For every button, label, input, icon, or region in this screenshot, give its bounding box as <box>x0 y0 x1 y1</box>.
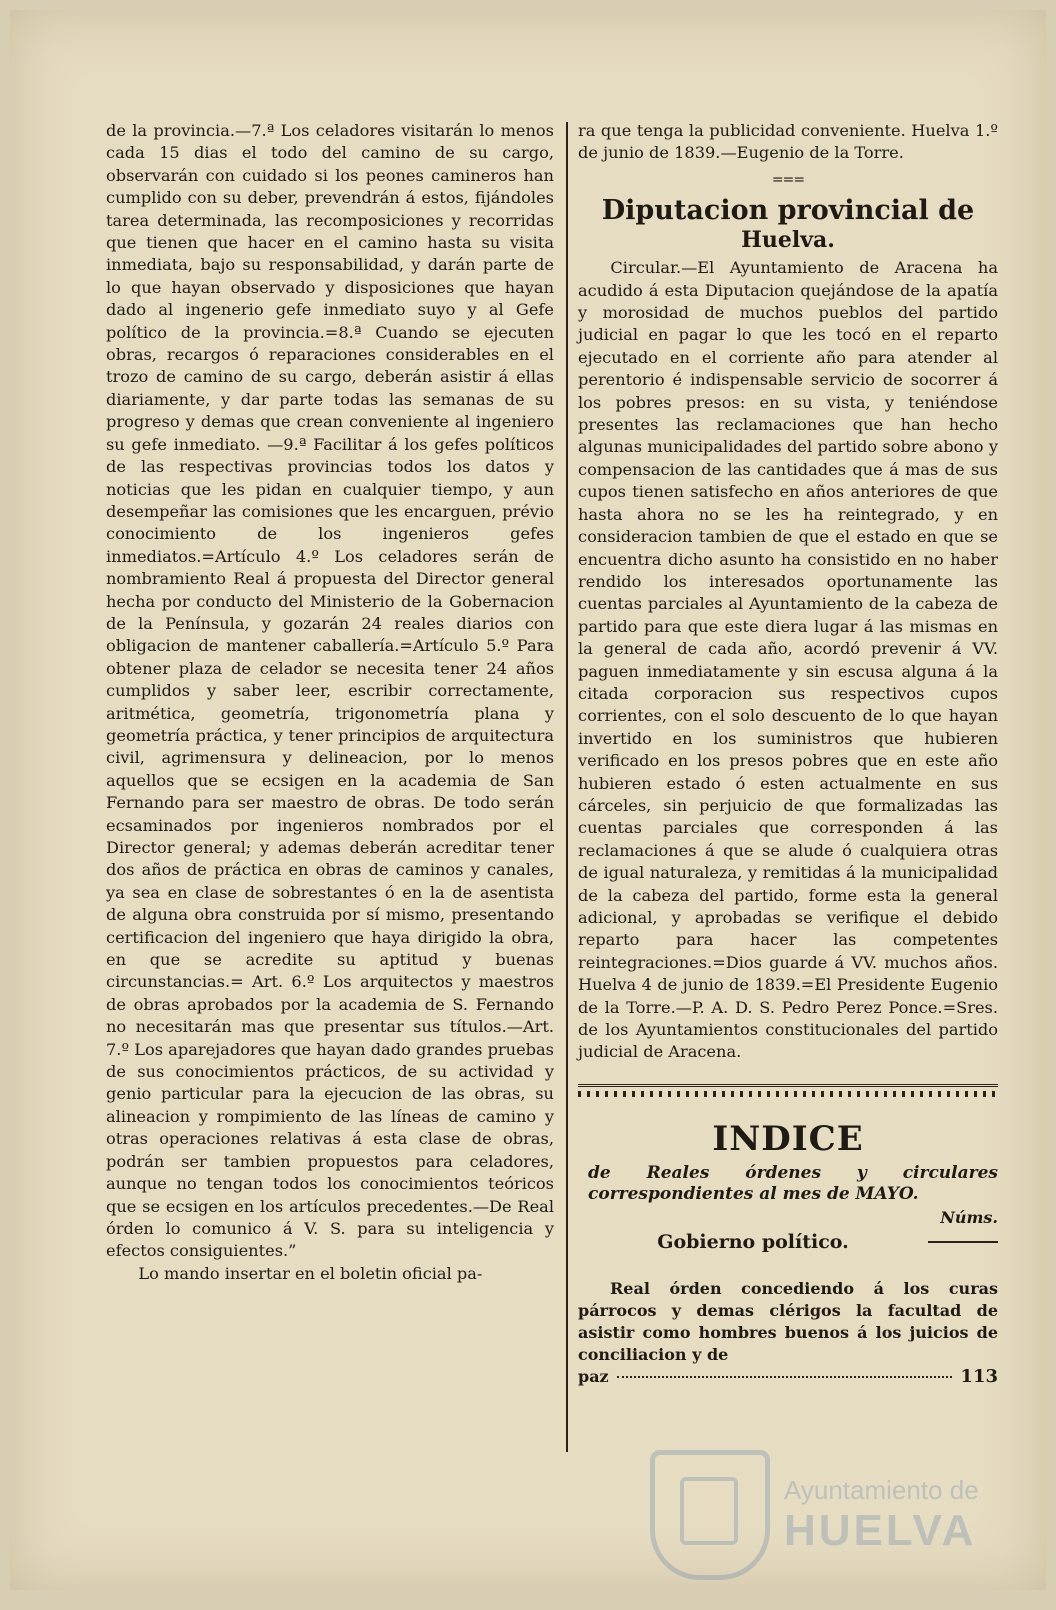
section-heading: Diputacion provincial de <box>601 195 975 227</box>
index-title: INDICE <box>712 1118 864 1159</box>
index-entry-text: Real órden concediendo á los curas párrocos y demas clérigos la facultad de asistir como hombres buenos á los juicios de conciliacion y de <box>578 1278 998 1364</box>
left-closing-line: Lo mando insertar en el boletin oficial pa- <box>138 1263 483 1283</box>
circular-text: Circular.—El Ayuntamiento de Aracena ha acudido á esta Diputacion quejándose de la apatía y morosidad de muchos pueblos del partido judicial en pagar lo que les tocó en el reparto ejecutado en el corriente año para atender al perentorio é indispensable servicio de socorrer á los pobres presos: en su vista, y teniéndose presentes las reclamaciones que han hecho algunas municipalidades del partido sobre abono y compensacion de las cantidades que á mas de sus cupos tienen satisfecho en años anteriores de que hasta ahora no se les ha reintegrado, y en consideracion tambien de que el estado en que se encuentra dicho asunto ha consistido en no haber rendido los interesados oportunamente las cuentas parciales al Ayuntamiento de la cabeza de partido para que este diera lugar á las mismas en la general de cada año, acordó prevenir á VV. paguen inmediatamente y sin escusa alguna á la citada corporacion sus respectivos cupos corrientes, con el solo descuento de lo que hayan invertido en los suministros que hubieren verificado en los presos pobres que en este año hubieren estado ó esten actualmente en sus cárceles, sin perjuicio de que formalizadas las cuentas parciales que corresponden á las reclamaciones á que se alude ó cualquiera otras de igual naturaleza, y remitidas á la municipalidad de la cabeza del partido, forme esta la general adicional, y aprobadas se verifique el debido reparto para hacer las competentes reintegraciones.=Dios guarde á VV. muchos años. Huelva 4 de junio de 1839.=El Presidente Eugenio de la Torre.—P. A. D. S. Pedro Perez Ponce.=Sres. de los Ayuntamientos constitucionales del partido judicial de Aracena. <box>578 258 998 1062</box>
index-entry-last-line <box>578 1366 998 1388</box>
newspaper-page <box>10 10 1046 1590</box>
section-heading-place: Huelva. <box>741 227 835 254</box>
shield-icon <box>650 1450 770 1580</box>
watermark-line2: HUELVA <box>784 1505 977 1555</box>
left-column-text: de la provincia.—7.ª Los celadores visitarán lo menos cada 15 dias el todo del camino de su cargo, observarán con cuidado si los peones camineros han cumplido con su deber, prevendrán á estos, fijándoles tarea determinada, las recomposiciones y recorridas que tienen que hacer en el camino hasta su visita inmediata, bajo su responsabilidad, y darán parte de lo que hayan observado y disposiciones que hayan dado al ingenerio gefe inmediato suyo y al Gefe político de la provincia.=8.ª Cuando se ejecuten obras, recargos ó reparaciones considerables en el trozo de camino de su cargo, deberán asistir á ellas diariamente, y dar parte todas las semanas de su progreso y demas que crean conveniente al ingeniero su gefe inmediato. —9.ª Facilitar á los gefes políticos de las respectivas provincias todos los datos y noticias que les pidan en cualquier tiempo, y aun desempeñar las comisiones que les encarguen, prévio conocimiento de los ingenieros gefes inmediatos.=Artículo 4.º Los celadores serán de nombramiento Real á propuesta del Director general hecha por conducto del Ministerio de la Gobernacion de la Península, y gozarán 24 reales diarios con obligacion de mantener caballería.=Artículo 5.º Para obtener plaza de celador se necesita tener 24 años cumplidos y saber leer, escribir correctamente, aritmética, geometría, trigonometría plana y geometría práctica, y tener principios de arquitectura civil, agrimensura y delineacion, por lo menos aquellos que se ecsigen en la academia de San Fernando para ser maestro de obras. De todo serán ecsaminados por ingenieros nombrados por el Director general; y ademas deberán acreditar tener dos años de práctica en obras de caminos y canales, ya sea en clase de sobrestantes ó en la de asentista de alguna obra construida por sí mismo, presentando certificacion del ingeniero que haya dirigido la obra, en que se acredite su aptitud y buenas circunstancias.= Art. 6.º Los arquitectos y maestros de obras aprobados por la academia de S. Fernando no necesitarán mas que presentar sus títulos.—Art. 7.º Los aparejadores que hayan dado grandes pruebas de sus conocimientos prácticos, de su actividad y genio particular para la ejecucion de las obras, su alineacion y rompimiento de las líneas de camino y otras operaciones relativas á esta clase de obras, podrán ser tambien propuestos para celadores, aunque no tengan todos los conocimientos teóricos que se ecsigen en los artículos precedentes.—De Real órden lo comunico á V. S. para su inteligencia y efectos consiguientes.” <box>106 121 554 1261</box>
index-entry-last-word: paz <box>578 1366 609 1386</box>
index-section-title: Gobierno político. <box>657 1231 849 1254</box>
ornamental-rule <box>578 1084 998 1101</box>
index-entry-number: 113 <box>960 1365 998 1387</box>
index-section-row <box>578 1231 998 1253</box>
right-column <box>578 120 998 1388</box>
left-column <box>106 120 554 1285</box>
section-separator: === <box>771 171 805 188</box>
watermark-line1: Ayuntamiento de <box>784 1474 979 1505</box>
right-intro-text: ra que tenga la publicidad conveniente. Huelva 1.º de junio de 1839.—Eugenio de la Torre. <box>578 121 998 163</box>
column-divider <box>566 122 568 1452</box>
index-section-rule <box>928 1241 998 1243</box>
index-nums-label: Núms. <box>940 1207 998 1227</box>
index-leader-dots <box>617 1376 953 1378</box>
watermark <box>650 1450 979 1580</box>
index-subtitle: de Reales órdenes y circulares correspondientes al mes de MAYO. <box>588 1162 998 1204</box>
